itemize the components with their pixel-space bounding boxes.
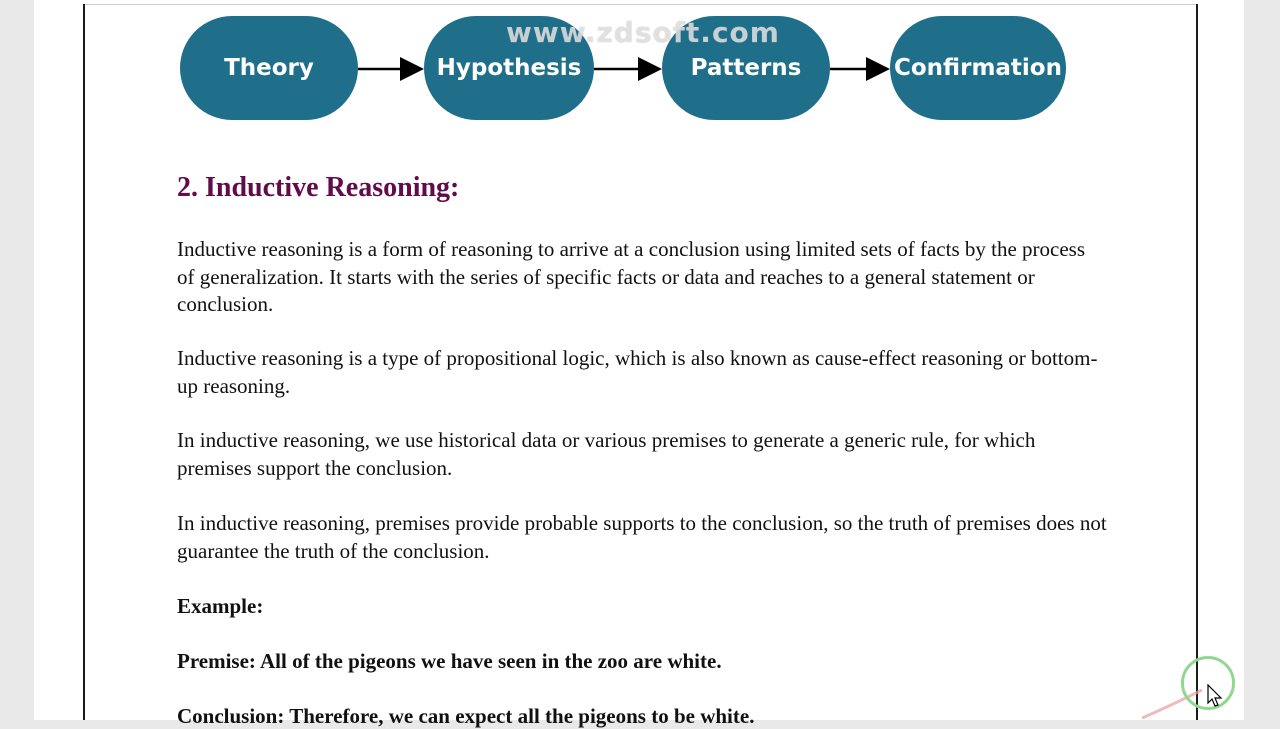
paragraph-propositional-logic: Inductive reasoning is a type of propositional logic, which is also known as cause-effect reasoning or bottom-up reasoning. — [177, 346, 1098, 398]
section-heading: 2. Inductive Reasoning: — [177, 172, 460, 203]
example-premise: Premise: All of the pigeons we have seen in the zoo are white. — [177, 649, 722, 673]
flow-node-confirmation: Confirmation — [890, 16, 1066, 120]
watermark: www.zdsoft.com — [506, 16, 780, 49]
paragraph-probable-support: In inductive reasoning, premises provide probable supports to the conclusion, so the truth of premises does not guarantee the truth of the conclusion. — [177, 511, 1107, 563]
flow-arrow-icon — [358, 56, 424, 82]
paragraph-historical-data: In inductive reasoning, we use historical data or various premises to generate a generic rule, for which premises support the conclusion. — [177, 428, 1036, 480]
flow-node-theory: Theory — [180, 16, 358, 120]
flow-arrow-icon — [830, 56, 890, 82]
flow-node-patterns: Patterns — [662, 16, 830, 120]
flow-arrow-icon — [594, 56, 662, 82]
flow-node-hypothesis: Hypothesis — [424, 16, 594, 120]
example-conclusion: Conclusion: Therefore, we can expect all the pigeons to be white. — [177, 704, 755, 728]
paragraph-definition: Inductive reasoning is a form of reasoning to arrive at a conclusion using limited sets of facts by the process of generalization. It starts with the series of specific facts or data and reaches to a general statement or conclusion. — [177, 237, 1086, 316]
example-label: Example: — [177, 594, 264, 618]
mouse-pointer-icon — [1207, 684, 1223, 708]
